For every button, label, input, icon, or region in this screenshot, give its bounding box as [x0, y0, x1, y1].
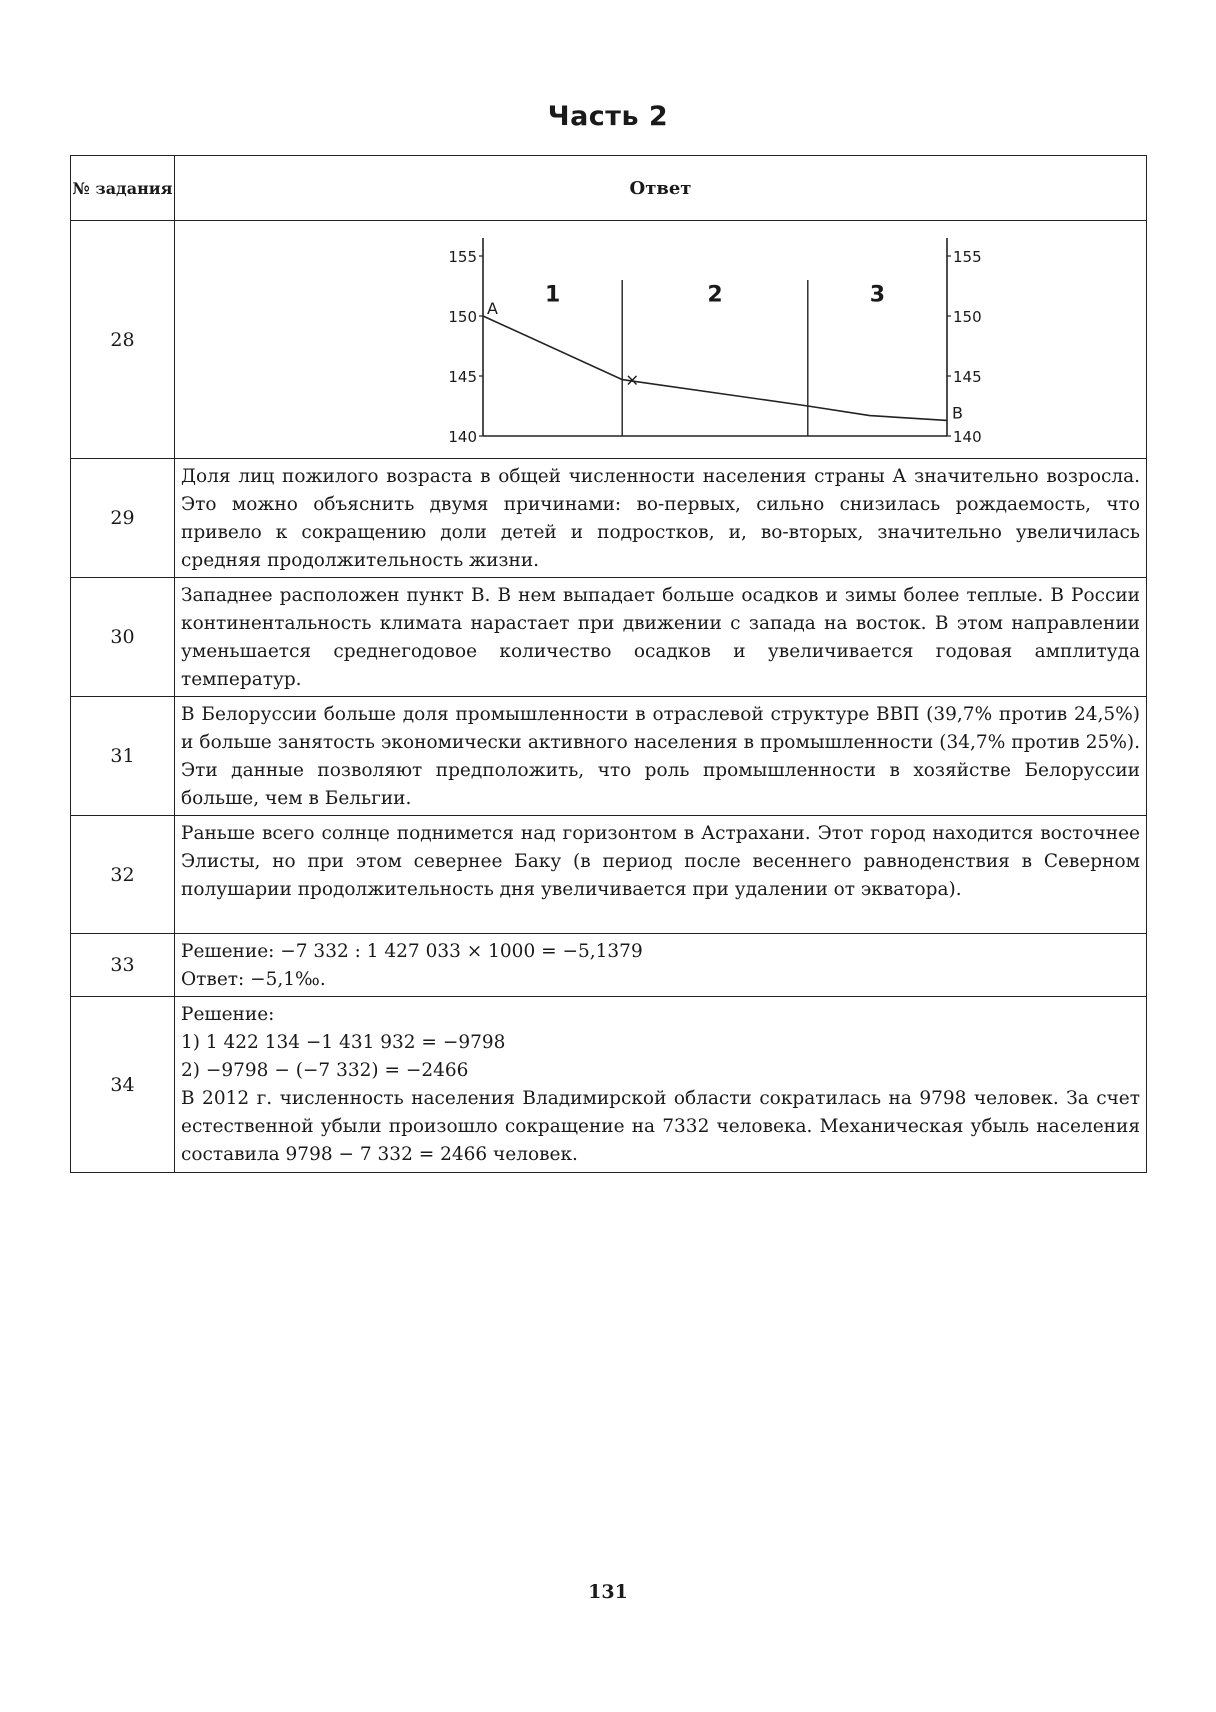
task-number: 33 — [71, 934, 175, 997]
tick-label-right: 150 — [953, 308, 982, 326]
task-number: 34 — [71, 997, 175, 1173]
table-row — [71, 934, 1147, 997]
tick-label-right: 140 — [953, 428, 982, 446]
table-row — [71, 221, 1147, 459]
tick-label-right: 155 — [953, 248, 982, 266]
header-task-number: № задания — [71, 156, 175, 221]
answer-text — [175, 816, 1147, 934]
answer-text — [175, 934, 1147, 997]
answer-text — [175, 997, 1147, 1173]
table-row — [71, 459, 1147, 578]
segment-label: 2 — [707, 282, 723, 308]
segment-label: 1 — [544, 282, 561, 308]
point-label-b: B — [952, 403, 963, 423]
answers-table — [70, 155, 1147, 1173]
tick-label-right: 145 — [953, 368, 982, 386]
task-number: 31 — [71, 697, 175, 816]
table-header-row — [71, 156, 1147, 221]
answer-paragraph: Раньше всего солнце поднимется над горизонтом в Астрахани. Этот город находится восточнее Элисты, но при этом севернее Баку (в период после весеннего равноденствия в Северном полушарии продолжительность дня увеличивается при удалении от экватора). — [181, 823, 1140, 900]
answer-paragraph: В Белоруссии больше доля промышленности в отраслевой структуре ВВП (39,7% против 24,5%) и больше занятость экономически активного населения в промышленности (34,7% против 25%). Эти данные позволяют предположить, что роль промышленности в хозяйстве Белоруссии больше, чем в Бельгии. — [181, 704, 1140, 809]
profile-marker: × — [625, 370, 640, 391]
answer-text — [175, 697, 1147, 816]
profile-line — [483, 316, 947, 420]
profile-chart — [175, 221, 1146, 459]
tick-label-left: 155 — [448, 248, 477, 266]
answer-paragraph: Западнее расположен пункт В. В нем выпадает больше осадков и зимы более теплые. В России континентальность климата нарастает при движении с запада на восток. В этом направлении уменьшается среднегодовое количество осадков и увеличивается годовая амплитуда температур. — [181, 585, 1140, 690]
solution-line: Решение: −7 332 : 1 427 033 × 1000 = −5,1379 — [181, 941, 643, 962]
tick-label-left: 145 — [448, 368, 477, 386]
point-label-a: A — [487, 299, 498, 318]
tick-label-left: 140 — [448, 428, 477, 446]
page-title: Часть 2 — [547, 101, 669, 132]
solution-heading: Решение: — [181, 1004, 275, 1025]
task-number: 30 — [71, 578, 175, 697]
tick-label-left: 150 — [448, 308, 477, 326]
task-number: 28 — [71, 221, 175, 459]
solution-step-2: 2) −9798 − (−7 332) = −2466 — [181, 1060, 469, 1081]
table-row — [71, 578, 1147, 697]
table-row — [71, 816, 1147, 934]
answer-chart-cell — [175, 221, 1147, 459]
table-row — [71, 997, 1147, 1173]
answer-text — [175, 459, 1147, 578]
answer-line: Ответ: −5,1‰. — [181, 969, 326, 990]
answer-text — [175, 578, 1147, 697]
task-number: 29 — [71, 459, 175, 578]
solution-conclusion: В 2012 г. численность населения Владимирской области сократилась на 9798 человек. За счет естественной убыли произошло сокращение на 7332 человека. Механическая убыль населения составила 9798 − 7 332 = 2466 человек. — [181, 1088, 1140, 1165]
task-number: 32 — [71, 816, 175, 934]
segment-label: 3 — [869, 282, 886, 308]
page-number: 131 — [588, 1581, 628, 1603]
table-row — [71, 697, 1147, 816]
answer-paragraph: Доля лиц пожилого возраста в общей численности населения страны А значительно возросла. Это можно объяснить двумя причинами: во-первых, сильно снизилась рождаемость, что привело к сокращению доли детей и подростков, и, во-вторых, значительно увеличилась средняя продолжительность жизни. — [181, 466, 1140, 571]
header-answer: Ответ — [175, 156, 1147, 221]
solution-step-1: 1) 1 422 134 −1 431 932 = −9798 — [181, 1032, 506, 1053]
